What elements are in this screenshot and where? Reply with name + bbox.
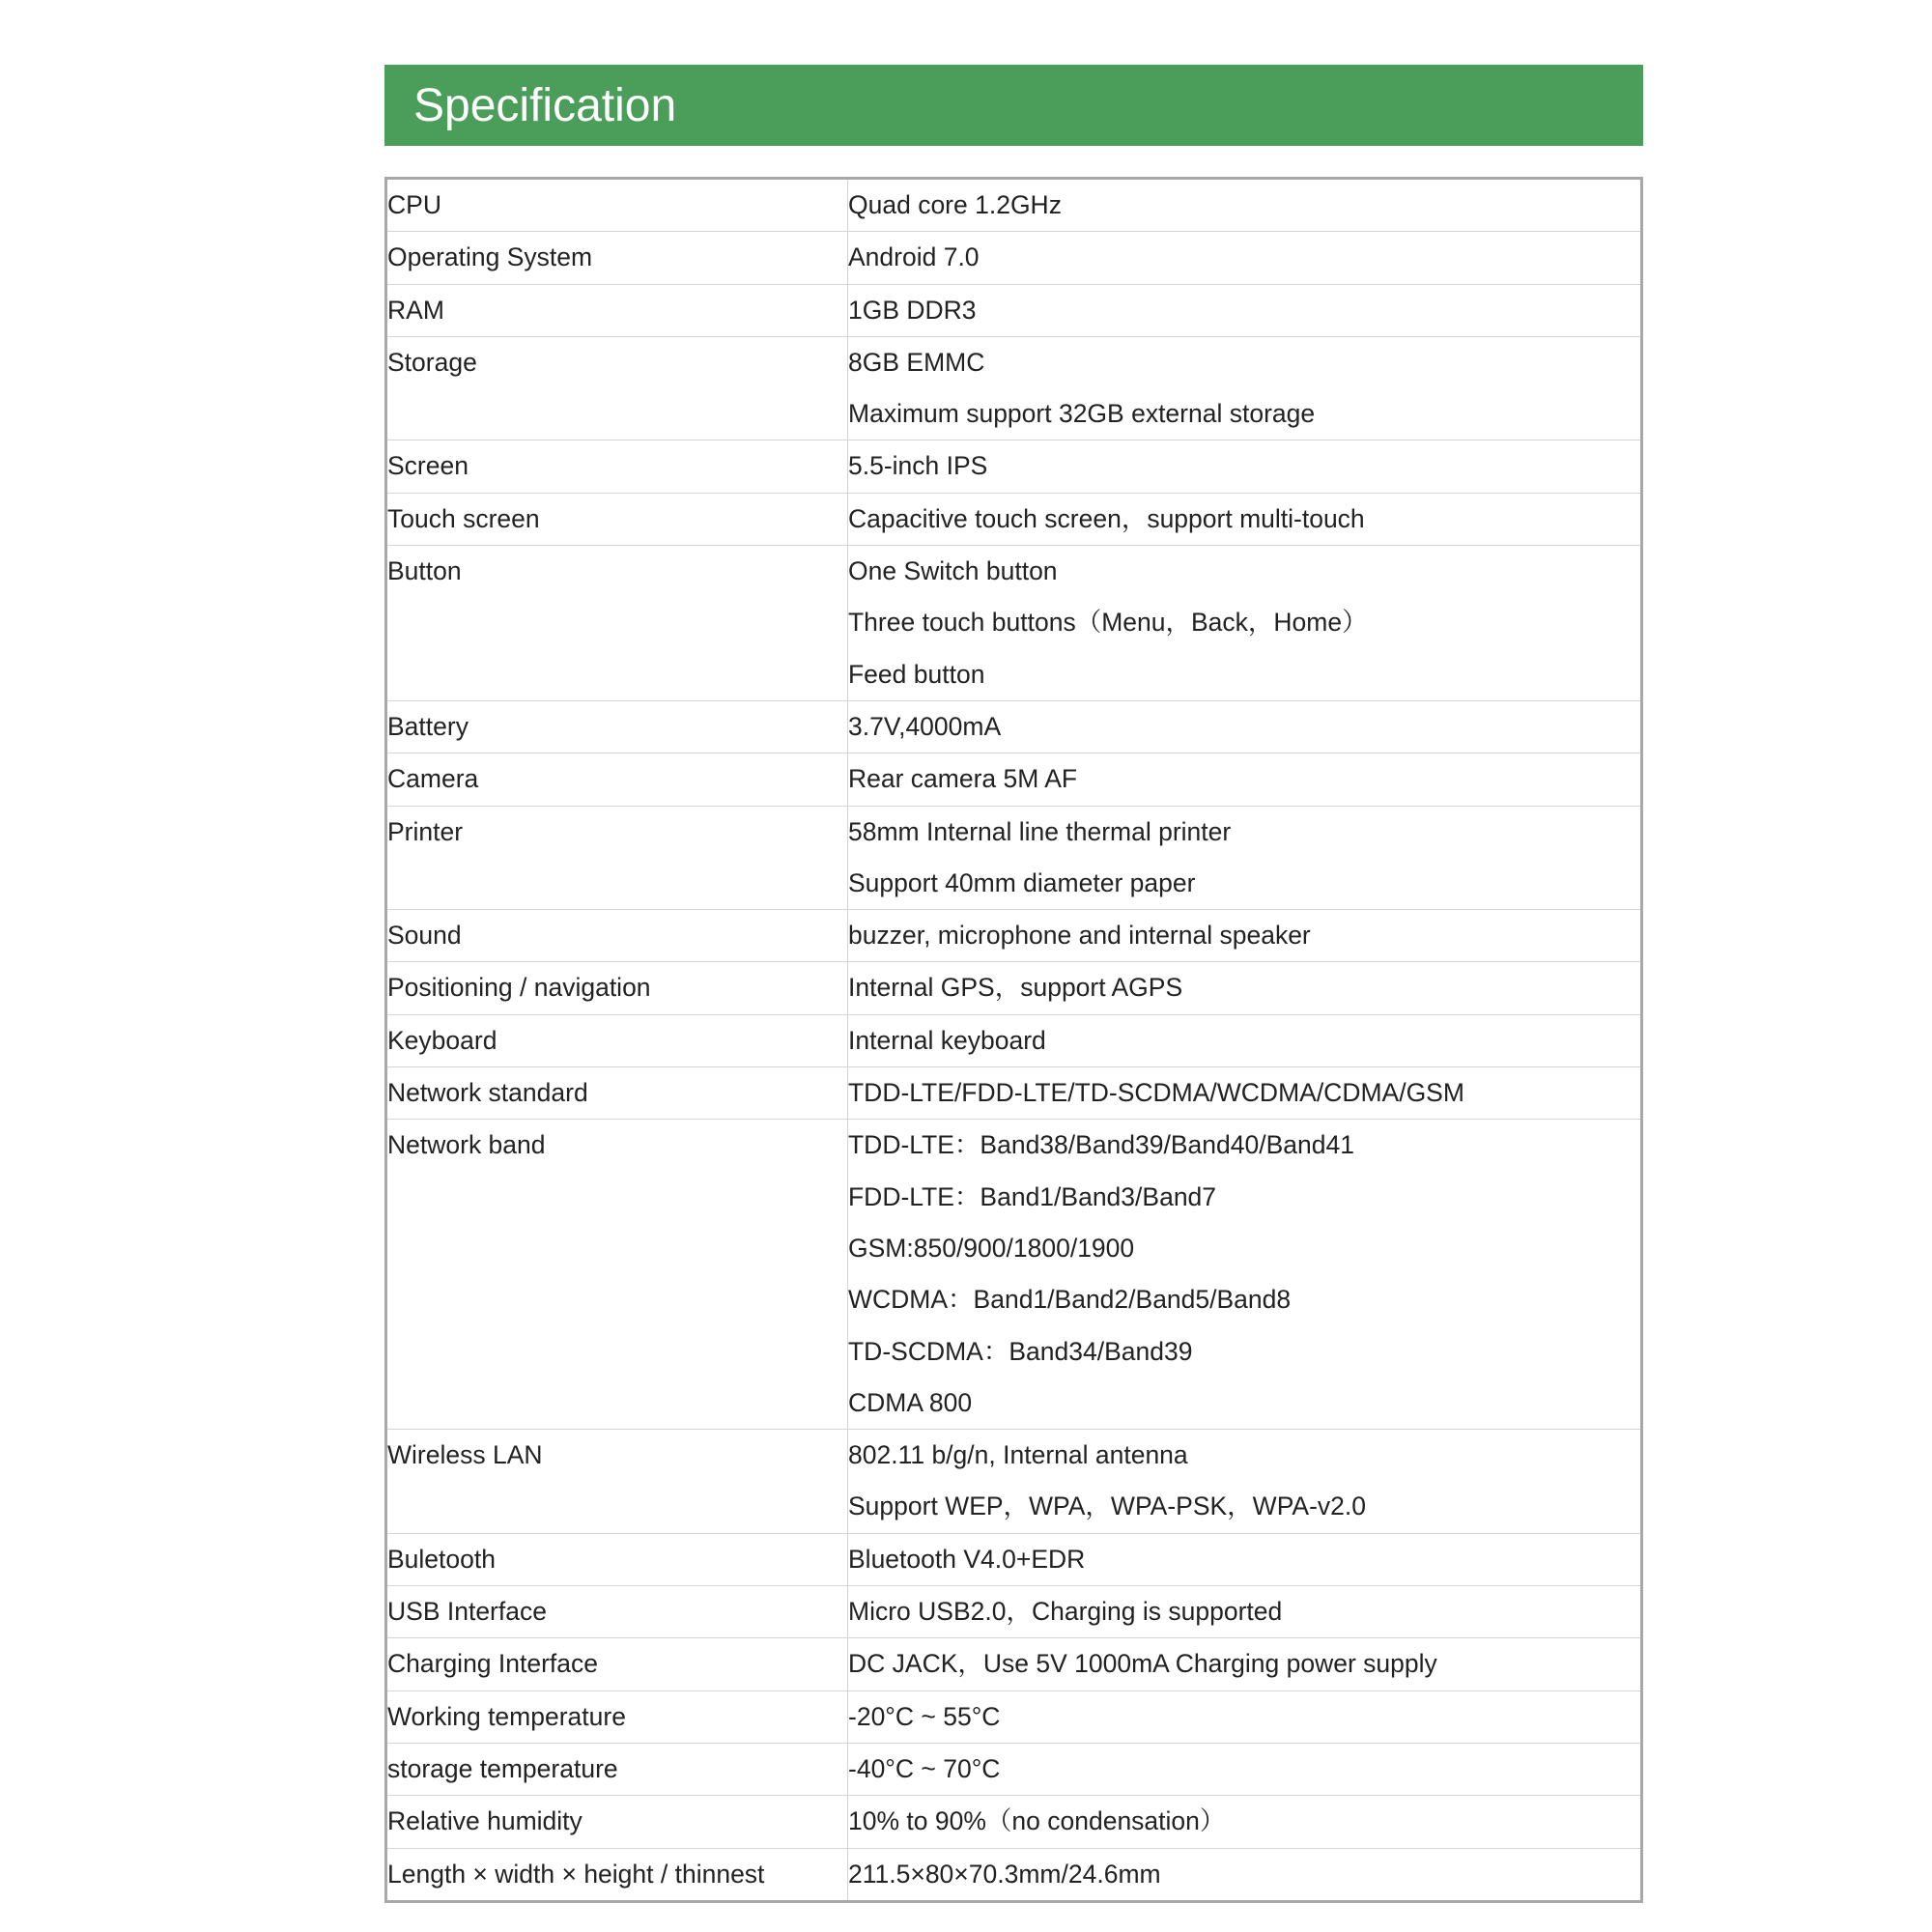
spec-label: Operating System (387, 242, 593, 272)
spec-label: Relative humidity (387, 1806, 582, 1836)
spec-label: RAM (387, 295, 444, 325)
table-row (386, 440, 1642, 493)
spec-value-cell (848, 1067, 1642, 1120)
spec-label-cell (386, 962, 848, 1014)
spec-table-body (386, 179, 1642, 1902)
spec-value: 211.5×80×70.3mm/24.6mm (848, 1859, 1161, 1889)
spec-label: CPU (387, 190, 441, 219)
spec-value-cell (848, 962, 1642, 1014)
table-row (386, 1796, 1642, 1848)
spec-label: Charging Interface (387, 1649, 599, 1679)
spec-label-cell (386, 753, 848, 806)
spec-label-cell (386, 1586, 848, 1638)
spec-value-cell (848, 1690, 1642, 1743)
spec-label-cell (386, 336, 848, 440)
table-row (386, 546, 1642, 701)
spec-value-cell (848, 806, 1642, 910)
spec-label-cell (386, 1848, 848, 1901)
spec-value: Micro USB2.0，Charging is supported (848, 1597, 1283, 1627)
spec-value: Rear camera 5M AF (848, 764, 1078, 794)
table-row (386, 806, 1642, 910)
spec-value: Quad core 1.2GHz (848, 190, 1062, 219)
table-row (386, 493, 1642, 545)
spec-value: TDD-LTE/FDD-LTE/TD-SCDMA/WCDMA/CDMA/GSM (848, 1078, 1464, 1108)
spec-value: Feed button (848, 659, 985, 689)
spec-value: FDD-LTE：Band1/Band3/Band7 (848, 1181, 1217, 1211)
spec-label: Working temperature (387, 1701, 626, 1731)
table-row (386, 1430, 1642, 1534)
spec-value: Android 7.0 (848, 242, 980, 272)
table-row (386, 284, 1642, 336)
table-row (386, 1586, 1642, 1638)
spec-value: CDMA 800 (848, 1387, 973, 1417)
spec-value: Maximum support 32GB external storage (848, 399, 1316, 429)
spec-value-cell (848, 179, 1642, 232)
spec-value: 3.7V,4000mA (848, 711, 1002, 741)
spec-label: Wireless LAN (387, 1440, 543, 1470)
spec-label-cell (386, 1430, 848, 1534)
spec-value: -20°C ~ 55°C (848, 1701, 1001, 1731)
spec-label: Positioning / navigation (387, 973, 651, 1003)
spec-value: buzzer, microphone and internal speaker (848, 921, 1311, 951)
spec-value-cell (848, 1533, 1642, 1585)
spec-label: Buletooth (387, 1544, 496, 1574)
spec-value: Three touch buttons（Menu，Back，Home） (848, 608, 1368, 638)
spec-value-cell (848, 910, 1642, 962)
spec-label-cell (386, 910, 848, 962)
spec-label: Length × width × height / thinnest (387, 1859, 765, 1889)
spec-label: Button (387, 556, 462, 586)
spec-value: Internal keyboard (848, 1025, 1046, 1055)
table-row (386, 962, 1642, 1014)
table-row (386, 1067, 1642, 1120)
spec-value-cell (848, 546, 1642, 701)
table-row (386, 1638, 1642, 1690)
spec-value-cell (848, 336, 1642, 440)
spec-label-cell (386, 1796, 848, 1848)
spec-value: 802.11 b/g/n, Internal antenna (848, 1440, 1188, 1470)
spec-label: Sound (387, 921, 462, 951)
spec-label-cell (386, 179, 848, 232)
spec-label: Battery (387, 711, 469, 741)
table-row (386, 1848, 1642, 1901)
spec-label-cell (386, 1067, 848, 1120)
spec-label: Keyboard (387, 1025, 497, 1055)
table-row (386, 1743, 1642, 1795)
spec-value: 10% to 90%（no condensation） (848, 1806, 1226, 1836)
spec-value: Bluetooth V4.0+EDR (848, 1544, 1086, 1574)
spec-value: 8GB EMMC (848, 347, 985, 377)
spec-label-cell (386, 1743, 848, 1795)
specification-header (384, 65, 1643, 146)
table-row (386, 700, 1642, 753)
spec-value-cell (848, 700, 1642, 753)
spec-label: Network band (387, 1130, 546, 1160)
spec-value-cell (848, 1430, 1642, 1534)
table-row (386, 1690, 1642, 1743)
spec-label-cell (386, 493, 848, 545)
spec-value-cell (848, 1796, 1642, 1848)
page-title: Specification (413, 79, 677, 131)
spec-value-cell (848, 1743, 1642, 1795)
spec-label-cell (386, 546, 848, 701)
spec-value-cell (848, 1014, 1642, 1066)
table-row (386, 232, 1642, 284)
spec-value-cell (848, 1638, 1642, 1690)
table-row (386, 336, 1642, 440)
table-row (386, 910, 1642, 962)
spec-value-cell (848, 284, 1642, 336)
spec-table (384, 177, 1643, 1903)
spec-value-cell (848, 493, 1642, 545)
spec-value: DC JACK，Use 5V 1000mA Charging power supply (848, 1649, 1437, 1679)
spec-label: Network standard (387, 1078, 588, 1108)
table-row (386, 1533, 1642, 1585)
spec-value: 5.5-inch IPS (848, 451, 988, 481)
spec-value: 1GB DDR3 (848, 295, 977, 325)
table-row (386, 1014, 1642, 1066)
spec-label-cell (386, 284, 848, 336)
table-row (386, 1120, 1642, 1430)
spec-label-cell (386, 700, 848, 753)
spec-value-cell (848, 1120, 1642, 1430)
spec-value-cell (848, 753, 1642, 806)
spec-label: Printer (387, 816, 464, 846)
spec-label-cell (386, 1014, 848, 1066)
spec-value: -40°C ~ 70°C (848, 1753, 1001, 1783)
spec-value-cell (848, 232, 1642, 284)
spec-label: storage temperature (387, 1753, 618, 1783)
spec-label-cell (386, 440, 848, 493)
spec-label-cell (386, 1638, 848, 1690)
spec-value: WCDMA：Band1/Band2/Band5/Band8 (848, 1285, 1292, 1315)
spec-value-cell (848, 440, 1642, 493)
spec-value: Support WEP，WPA，WPA-PSK，WPA-v2.0 (848, 1492, 1366, 1521)
spec-value-cell (848, 1848, 1642, 1901)
spec-label: Camera (387, 764, 479, 794)
spec-label-cell (386, 232, 848, 284)
table-row (386, 753, 1642, 806)
spec-label: Touch screen (387, 503, 540, 533)
spec-label-cell (386, 1690, 848, 1743)
spec-label: Storage (387, 347, 477, 377)
spec-value: GSM:850/900/1800/1900 (848, 1233, 1135, 1263)
table-row (386, 179, 1642, 232)
spec-value: Support 40mm diameter paper (848, 867, 1196, 897)
spec-value: TDD-LTE：Band38/Band39/Band40/Band41 (848, 1130, 1354, 1160)
spec-label: USB Interface (387, 1597, 547, 1627)
spec-value: 58mm Internal line thermal printer (848, 816, 1232, 846)
spec-value: Capacitive touch screen，support multi-touch (848, 503, 1365, 533)
spec-label-cell (386, 1120, 848, 1430)
spec-label-cell (386, 806, 848, 910)
spec-label-cell (386, 1533, 848, 1585)
spec-label: Screen (387, 451, 469, 481)
spec-value: One Switch button (848, 556, 1058, 586)
spec-value: TD-SCDMA：Band34/Band39 (848, 1336, 1193, 1366)
spec-value-cell (848, 1586, 1642, 1638)
spec-value: Internal GPS，support AGPS (848, 973, 1183, 1003)
